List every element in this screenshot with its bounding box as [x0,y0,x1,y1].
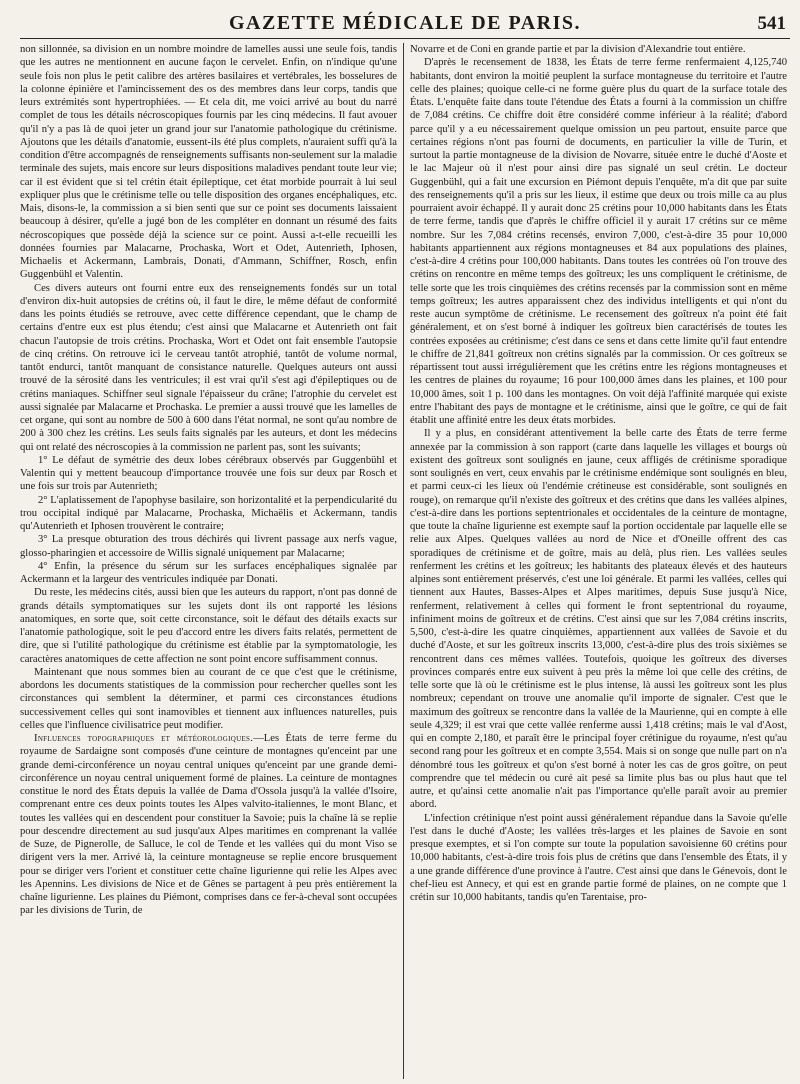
list-item: 3° La presque obturation des trous déchirés qui livrent passage aux nerfs vague, glosso-pharingien et accessoire de Willis signalé uniquement par Malacarne; [20,534,397,559]
section-body: —Les États de terre ferme du royaume de Sardaigne sont composés d'une ceinture de montagnes qu'enceint par une grande demi-circonférence un noyau central uniques qu'enceint par une grande demi-circonférence un noyau central uniquement formé de plaines. La ceinture de montagnes constitue le nord des États depuis la vallée de Dama d'Ossola jusqu'à la vallée d'Isoire, comprenant entre ces deux points toutes les Alpes valvito-italiennes, le mont Blanc, et toutes les vallées qui en descendent pour constituer la Savoie; puis la chaîne là se replie pour descendre directement au sud jusqu'aux Alpes maritimes en comprenant la vallée de Suze, de Pignerolle, de Salluce, le col de Tende et les vallées qui du mont Viso se dirigent vers la mer. Arrivé là, la ceinture montagneuse se replie encore brusquement pour se diriger vers l'orient et constituer cette chaîne ligurienne qui relie les Alpes avec les Apennins. Les divisions de Nice et de Gênes se partagent à peu près entièrement la chaîne ligurienne. Les plaines du Piémont, comprises dans ce fer-à-cheval sont occupées par les divisions de Turin, de [20,733,397,917]
page-number: 541 [757,13,786,34]
right-column [410,43,787,1077]
page-header [20,8,790,39]
paragraph: non sillonnée, sa division en un nombre moindre de lamelles aussi une seule fois, tandis que les autres ne mentionnent en aucune façon le cervelet. Enfin, on n'indique qu'une seule fois non plus le petit calibre des artères basilaires et vertébrales, les bosselures de la colonne épinière et l'amincissement des os des membres dans leur corps, tandis que leurs extrémités sont hypertrophiées. — Et cela dit, me voici arrivé au bout du narré complet de tous les détails nécroscopiques fournis par les cinq médecins. Il faut avouer qu'il n'y a pas là de quoi jeter un grand jour sur l'anatomie pathologique du crétinisme. Ajoutons que les détails d'anatomie, eussent-ils été plus complets, n'auraient suffi qu'à la condition d'être accompagnés de renseignements suffisants non-seulement sur la maladie terminale des sujets, mais encore sur leurs dispositions maladives pendant toute leur vie; car il est évident que si tel crétin était épileptique, cet état morbide pourrait à lui seul expliquer plus que le crétinisme telle ou telle disposition des organes encéphaliques, etc. Mais, disons-le, la commission a si bien senti que sur ce point ses documents laissaient beaucoup à désirer, qu'elle a jugé bon de les compléter en donnant un résumé des faits nécroscopiques que possède déjà la science sur ce point. Aussi a-t-elle recueilli les données fournies par Malacarne, Prochaska, Wort et Odet, Autenrieth, Iphosen, Michaelis et Ackermann, Lambrais, Donati, d'Ammann, Schiffner, Rosch, enfin Guggenbühl et Valentin. [20,44,397,281]
journal-title: GAZETTE MÉDICALE DE PARIS. [228,12,582,34]
paragraph: Du reste, les médecins cités, aussi bien que les auteurs du rapport, n'ont pas donné de grands détails symptomatiques sur les sujets dont ils ont rapporté les lésions anatomiques, en sorte que, soit cette circonstance, soit le défaut des détails exacts sur l'anatomie pathologique, soit le peu d'accord entre les divers faits relatés, permettent de dire, que si l'utilité pathologique du crétinisme est établie par la symptomatologie, les caractères anatomiques de cette affection ne sont point encore suffisamment connus. [20,587,397,665]
list-item: 2° L'aplatissement de l'apophyse basilaire, son horizontalité et la perpendicularité du trou occipital indiqué par Malacarne, Prochaska, Michaëlis et Ackermann, tandis qu'Autenrieth et Iphosen trouvèrent le contraire; [20,494,397,532]
paragraph: Il y a plus, en considérant attentivement la belle carte des États de terre ferme annexée par la commission à son rapport (carte dans laquelle les villages et bourgs où existent des goîtreux sont soulignés en jaune, ceux affligés de crétinisme sporadique sont soulignés en vert, ceux envahis par le crétinisme endémique sont soulignés en bleu, et parmi ceux-ci les lieux où l'endémie crétineuse est considérable, sont soulignés en rouge), on remarque qu'il n'existe des goîtreux et des crétins que dans les vallées alpines, c'est-à-dire dans les portions septentrionales et occidentales de la ceinture de montagne, que toute la chaîne ligurienne est exempte sauf la portion occidentale par laquelle elle se relie aux Alpes. Quelques vallées au nord de Nice et d'Oneille offrent des cas sporadiques de crétinisme et de goître, mais au delà, plus rien. Les vallées seules renferment les crétins et les goîtreux; les habitants des plateaux élevés et des hauteurs alpines sont entièrement préservés, c'est une loi générale. Et parmi les vallées, celles qui tiennent aux Hautes, Basses-Alpes et Alpes maritimes, depuis Suse jusqu'à Nice, renferment, relativement à celles qui forment le front septentrional du royaume, infiniment moins de goîtreux et de crétins. C'est ainsi que sur les 7,084 crétins inscrits, 5,500, c'est-à-dire les quatre cinquièmes, appartiennent aux vallées de Savoie et du duché d'Aoste, et sur les goîtreux inscrits 13,000, c'est-à-dire plus des trois sixièmes se rencontrent dans ces mêmes vallées. Toutefois, quoique les goîtreux des diverses provinces comparés entre eux suivent à peu près la même loi que celle des crétins, de telle sorte que là où le crétinisme est le plus intense, là aussi les goîtreux sont les plus nombreux; cependant on trouve une anomalie qu'il importe de signaler. C'est que le maximum des goîtreux se rencontre dans la vallée de la Maurienne, qui en compte à elle seule 4,329; il est vrai que cette vallée renferme aussi 1,418 crétins; mais le val d'Aost, qui en compte 2,180, et paraît être le principal foyer crétinigue du royaume, n'est qu'au second rang pour les goîtreux et en compte 3,554. Mais si on songe que nulle part on n'a dénombré tous les goîtreux et qu'on s'est borné à noter les cas de gros goître, on peut comprendre que tel médecin ou curé ait pesé sa limite plus bas ou plus haut que tel autre, et qu'ainsi cette anomalie n'ait pas l'importance qu'elle paraît avoir au premier abord. [410,428,787,811]
paragraph: Maintenant que nous sommes bien au courant de ce que c'est que le crétinisme, abordons les documents statistiques de la commission pour rechercher quelles sont les circonstances qui semblent la déterminer, et parmi ces circonstances étudions successivement celles qui sont inamovibles et tiennent aux influences naturelles, puis celles que l'influence civilisatrice peut modifier. [20,666,397,731]
list-item: 4° Enfin, la présence du sérum sur les surfaces encéphaliques signalée par Ackermann et la largeur des ventricules indiquée par Donati. [20,560,397,585]
section-paragraph [20,732,397,918]
paragraph: Ces divers auteurs ont fourni entre eux des renseignements fondés sur un total d'environ dix-huit autopsies de crétins où, il faut le dire, le même défaut de conformité dans les points étudiés se retrouve, avec cette différence cependant, que le champ de certains d'entre eux est plus étendu; c'est ainsi que Malacarne et Autenrieth ont fait chacun l'autopsie de trois crétins. Prochaska, Wort et Odet ont fait ensemble l'autopsie de cinq crétins. On retrouve ici le cerveau tantôt atrophié, tantôt de volume normal, tantôt endurci, tantôt manquant de consistance naturelle. Quelques auteurs ont aussi trouvé de la sérosité dans les ventricules; il est vrai qu'il s'est agi d'épileptiques ou de crétins maniaques. Schiffner seul signale l'épaisseur du crâne; l'atrophie du cervelet est aussi signalée par Malacarne et Prochaska. Le premier a aussi trouvé que les lamelles de cet organe, qui sont au nombre de 500 à 600 dans l'état normal, ne sont qu'au nombre de 200 à 300 chez les crétins. Les seuls faits signalés par les auteurs, et dont les médecins qui ont relaté des nécroscopies à la commission ne parlent pas, sont les suivants; [20,282,397,453]
text-columns [20,43,790,1079]
left-column [20,43,397,1077]
paragraph: D'après le recensement de 1838, les États de terre ferme renfermaient 4,125,740 habitants, dont environ la moitié peuplent la surface montagneuse du territoire et l'autre celle des plaines; quoique celle-ci ne forme guère plus du quart de la surface totale des États. L'enquête faite dans toute l'étendue des États a fourni à la commission un chiffre de 7,084 crétins. Ce chiffre doit être considéré comme inférieur à la réalité; d'abord parce qu'il y a eu nécessairement quelque omission un peu partout, ensuite parce que certaines régions n'ont pas fourni de documents, en particulier la ville de Turin, et surtout la partie montagneuse de la division de Novarre, située entre le duché d'Aoste et le lac Majeur où il n'est pour ainsi dire pas signalé un seul crétin. Le docteur Guggenbühl, qui a fait une excursion en Piémont depuis l'enquête, m'a dit que par suite des renseignements qu'il a pris sur les lieux, il estime que deux ou trois mille ca au plus pourraient avoir échappé. Il y aurait donc 25 crétins pour 10,000 habitants dans les États de terre ferme, tandis que d'après le chiffre officiel il y aurait 17 crétins sur ce même nombre. Sur les 7,084 crétins recensés, environ 7,000, c'est-à-dire 35 pour 10,000 habitants appartiennent aux régions montagneuses et 84 aux populations des plaines, c'est-à-dire 4 crétins pour 100,000 habitants. Dans toutes les contrées où l'on trouve des crétins on rencontre en même temps des goîtreux; les uns compliquent le crétinisme, de telle sorte que les trois cinquièmes des crétins recensés par la commission sont en même temps goîtreux; les autres apparaissent chez des individus intelligents et qui n'ont du reste aucun symptôme de crétinisme. Le recensement des goîtreux n'a point été fait généralement, et on s'est borné à indiquer les goîtreux bien caractérisés de toutes les contrées exposées au crétinisme; c'est dans ce sens et dans cette limite qu'il faut entendre le chiffre de 21,841 goîtreux non crétins signalés par la commission. Or ces goîtreux se répartissent tout aussi irrégulièrement que les crétins entre les régions montagneuses et les centres de plaines du royaume; 16 pour 100,000 âmes dans les plaines, et 100 pour 10,000 âmes, soit 1 p. 100 dans les montagnes. On voit déjà l'affinité marquée qui existe entre l'habitant des pays de montagne et le crétinisme, ainsi que le goître, ce qui de fait établit une affinité entre les deux états morbides. [410,57,787,426]
column-divider [403,43,404,1079]
paragraph: L'infection crétinique n'est point aussi généralement répandue dans la Savoie qu'elle l'est dans le duché d'Aoste; les vallées très-larges et les plaines de Savoie en sont presque exemptes, et si l'on compte sur toute la population savoisienne 60 crétins pour 10,000 habitants, c'est-à-dire trois fois plus de crétins que dans l'ensemble des États, il y a une grande différence d'une province à l'autre. C'est ainsi que dans le Génevois, dont le chef-lieu est Annecy, et qui est en grande partie formé de plaines, on ne compte que 1 crétin sur 10,000 habitants, tandis qu'en Tarentaise, pro- [410,812,787,903]
list-item: 1° Le défaut de symétrie des deux lobes cérébraux observés par Guggenbühl et Valentin qui y mettent beaucoup d'importance trouvée une fois sur deux par Rosch et une fois sur trois par Autenrieth; [20,454,397,493]
paragraph: Novarre et de Coni en grande partie et par la division d'Alexandrie tout entière. [410,44,746,55]
section-heading: Influences topographiques et météorologiques. [34,733,254,744]
